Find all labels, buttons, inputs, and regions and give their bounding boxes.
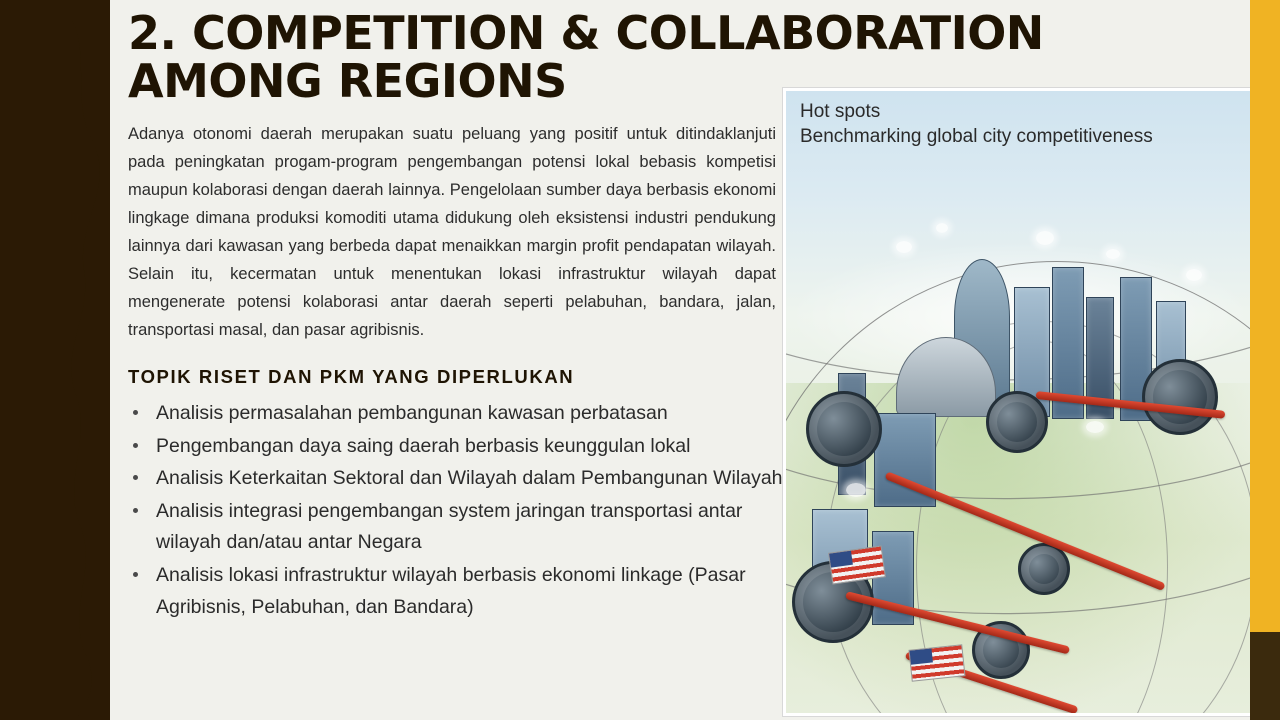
bullet-dot-icon — [133, 475, 138, 480]
bullet-dot-icon — [133, 443, 138, 448]
list-item — [128, 496, 808, 559]
right-accent-bar — [1250, 0, 1280, 720]
list-item — [128, 463, 808, 495]
bullet-dot-icon — [133, 508, 138, 513]
left-wave-decoration — [58, 0, 120, 720]
list-item-label: Analisis lokasi infrastruktur wilayah berbasis ekonomi linkage (Pasar Agribisnis, Pelabuhan, dan Bandara) — [156, 563, 746, 618]
list-item-label: Pengembangan daya saing daerah berbasis keunggulan lokal — [156, 434, 691, 457]
figure-caption — [800, 99, 1246, 149]
bullet-dot-icon — [133, 572, 138, 577]
bullet-dot-icon — [133, 410, 138, 415]
figure-caption-line2: Benchmarking global city competitiveness — [800, 126, 1153, 148]
list-item-label: Analisis permasalahan pembangunan kawasan perbatasan — [156, 402, 668, 425]
body-paragraph: Adanya otonomi daerah merupakan suatu peluang yang positif untuk ditindaklanjuti pada peningkatan progam-program pengembangan potensi lokal bebasis kompetisi maupun kolaborasi dengan daerah lainnya. Pengelolaan sumber daya berbasis ekonomi lingkage dimana produksi komoditi utama didukung oleh eksistensi industri pendukung lainnya dari kawasan yang berbeda dapat menaikkan margin profit pendapatan wilayah. Selain itu, kecermatan untuk menentukan lokasi infrastruktur wilayah dapat mengenerate potensi kolaborasi antar daerah seperti pelabuhan, bandara, jalan, transportasi masal, dan pasar agribisnis. — [128, 124, 776, 339]
list-item — [128, 560, 808, 623]
list-item-label: Analisis integrasi pengembangan system jaringan transportasi antar wilayah dan/atau antar Negara — [156, 499, 743, 554]
page-title: 2. COMPETITION & COLLABORATION AMONG REGIONS — [128, 6, 1044, 108]
subheading: TOPIK RISET DAN PKM YANG DIPERLUKAN — [128, 366, 575, 388]
bullet-list — [128, 398, 808, 623]
list-item — [128, 398, 808, 430]
list-item-label: Analisis Keterkaitan Sektoral dan Wilayah dalam Pembangunan Wilayah — [156, 467, 783, 490]
list-item — [128, 431, 808, 463]
figure-caption-line1: Hot spots — [800, 101, 881, 122]
right-accent-bar-bottom — [1250, 632, 1280, 720]
